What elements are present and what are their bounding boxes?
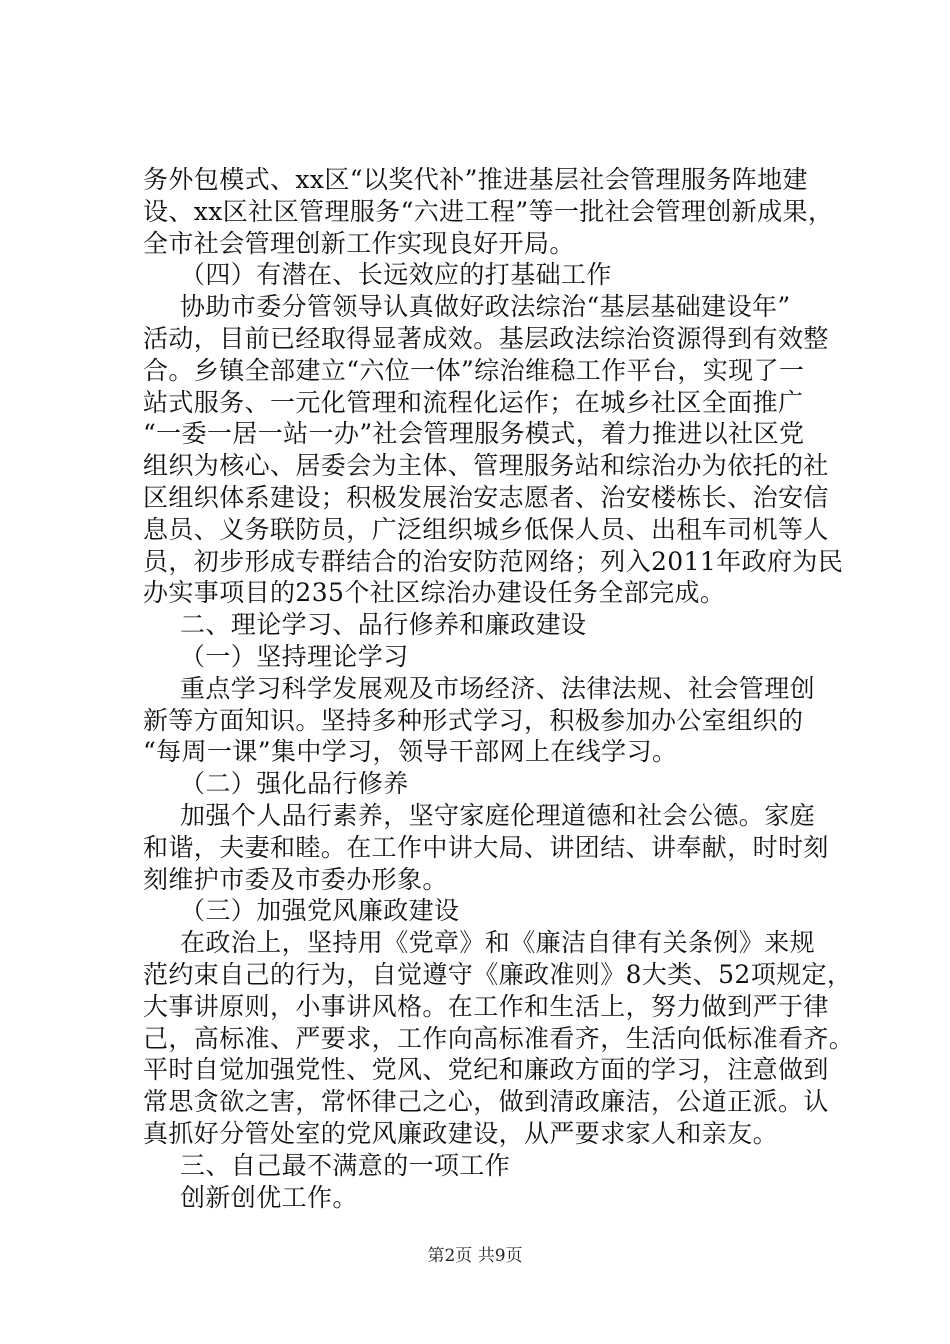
text-line: （三）加强党风廉政建设 bbox=[180, 896, 460, 926]
text-line: “一委一居一站一办”社会管理服务模式，着力推进以社区党 bbox=[143, 419, 805, 449]
text-line: 协助市委分管领导认真做好政法综治“基层基础建设年” bbox=[180, 292, 791, 322]
text-line: 站式服务、一元化管理和流程化运作；在城乡社区全面推广 bbox=[143, 387, 804, 417]
text-line: 息员、义务联防员，广泛组织城乡低保人员、出租车司机等人 bbox=[143, 514, 829, 544]
text-line: 真抓好分管处室的党风廉政建设，从严要求家人和亲友。 bbox=[143, 1118, 779, 1148]
text-line: 区组织体系建设；积极发展治安志愿者、治安楼栋长、治安信 bbox=[143, 482, 829, 512]
text-line: 加强个人品行素养，坚守家庭伦理道德和社会公德。家庭 bbox=[180, 800, 816, 830]
text-line: “每周一课”集中学习，领导干部网上在线学习。 bbox=[143, 737, 678, 767]
text-line: 全市社会管理创新工作实现良好开局。 bbox=[143, 228, 575, 258]
text-line: 创新创优工作。 bbox=[180, 1182, 358, 1212]
text-line: 合。乡镇全部建立“六位一体”综治维稳工作平台，实现了一 bbox=[143, 355, 805, 385]
text-line: 组织为核心、居委会为主体、管理服务站和综治办为依托的社 bbox=[143, 451, 829, 481]
text-line: 常思贪欲之害，常怀律己之心，做到清政廉洁，公道正派。认 bbox=[143, 1087, 829, 1117]
text-line: 在政治上，坚持用《党章》和《廉洁自律有关条例》来规 bbox=[180, 928, 816, 958]
text-line: 刻维护市委及市委办形象。 bbox=[143, 864, 448, 894]
text-line: 己，高标准、严要求，工作向高标准看齐，生活向低标准看齐。 bbox=[143, 1023, 855, 1053]
text-line: 办实事项目的235个社区综治办建设任务全部完成。 bbox=[143, 578, 726, 608]
text-line: 范约束自己的行为，自觉遵守《廉政准则》8大类、52项规定， bbox=[143, 959, 853, 989]
document-body bbox=[143, 164, 855, 1213]
text-line: 重点学习科学发展观及市场经济、法律法规、社会管理创 bbox=[180, 673, 816, 703]
text-line: 新等方面知识。坚持多种形式学习，积极参加办公室组织的 bbox=[143, 705, 804, 735]
text-line: 三、自己最不满意的一项工作 bbox=[180, 1150, 511, 1180]
text-line: （四）有潜在、长远效应的打基础工作 bbox=[180, 260, 612, 290]
text-line: 员，初步形成专群结合的治安防范网络；列入2011年政府为民 bbox=[143, 546, 844, 576]
text-line: 大事讲原则，小事讲风格。在工作和生活上，努力做到严于律 bbox=[143, 991, 829, 1021]
text-line: 平时自觉加强党性、党风、党纪和廉政方面的学习，注意做到 bbox=[143, 1055, 829, 1085]
text-line: 务外包模式、xx区“以奖代补”推进基层社会管理服务阵地建 bbox=[143, 165, 808, 194]
page-footer: 第2页 共9页 bbox=[427, 1246, 523, 1266]
text-line: 设、xx区社区管理服务“六进工程”等一批社会管理创新成果， bbox=[143, 196, 834, 226]
text-line: （二）强化品行修养 bbox=[180, 769, 409, 799]
text-line: 二、理论学习、品行修养和廉政建设 bbox=[180, 610, 587, 640]
text-line: （一）坚持理论学习 bbox=[180, 641, 409, 671]
text-line: 和谐，夫妻和睦。在工作中讲大局、讲团结、讲奉献，时时刻 bbox=[143, 832, 829, 862]
text-line: 活动，目前已经取得显著成效。基层政法综治资源得到有效整 bbox=[143, 323, 829, 353]
